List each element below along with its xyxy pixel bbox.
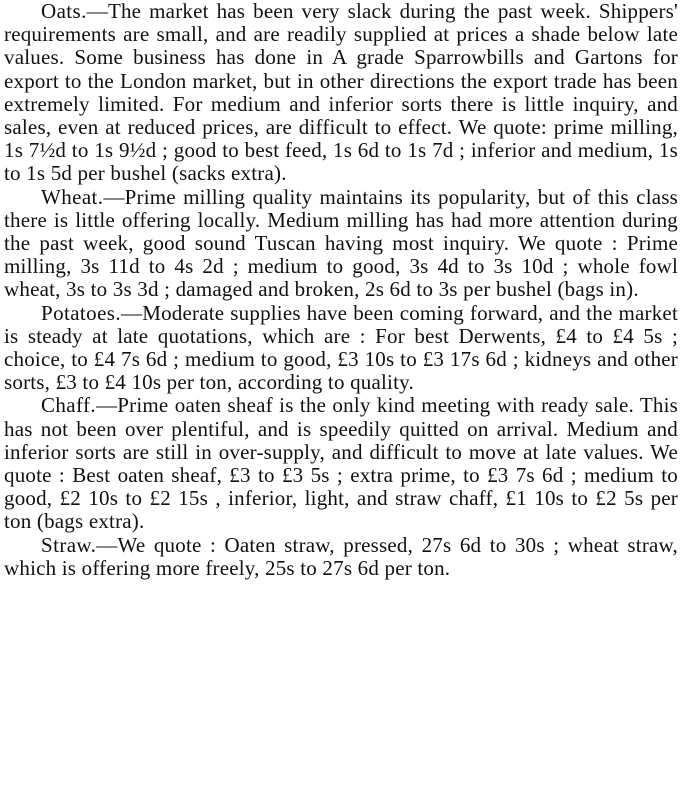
potatoes-heading: Potatoes. xyxy=(41,300,122,325)
potatoes-paragraph xyxy=(4,302,678,395)
chaff-heading: Chaff. xyxy=(41,393,97,418)
potatoes-text: —Moderate supplies have been coming forward, and the market is steady at late quotations, which are : For best Derwents, £4 to £4 5s ; choice, to £4 7s 6d ; medium to good, £3 10s to £3 17s 6d ; kidneys and other sorts, £3 to £4 10s per ton, according to quality. xyxy=(4,300,678,395)
oats-text: —The market has been very slack during the past week. Shippers' requirements are small, and are readily supplied at prices a shade below late values. Some business has done in A grade Sparrowbills and Gartons for export to the London market, but in other directions the export trade has been extremely limited. For medium and inferior sorts there is little inquiry, and sales, even at reduced prices, are difficult to effect. We quote: prime milling, 1s 7½d to 1s 9½d ; good to best feed, 1s 6d to 1s 7d ; inferior and medium, 1s to 1s 5d per bushel (sacks extra). xyxy=(4,0,678,186)
oats-heading: Oats. xyxy=(41,0,87,23)
straw-heading: Straw. xyxy=(41,532,97,557)
straw-paragraph xyxy=(4,534,678,580)
wheat-heading: Wheat. xyxy=(41,184,104,209)
oats-paragraph xyxy=(4,0,678,186)
wheat-text: —Prime milling quality maintains its popularity, but of this class there is little offering locally. Medium milling has had more attention during the past week, good sound Tuscan having most inquiry. We quote : Prime milling, 3s 11d to 4s 2d ; medium to good, 3s 4d to 3s 10d ; whole fowl wheat, 3s to 3s 3d ; damaged and broken, 2s 6d to 3s per bushel (bags in). xyxy=(4,184,678,302)
straw-text: —We quote : Oaten straw, pressed, 27s 6d to 30s ; wheat straw, which is offering more freely, 25s to 27s 6d per ton. xyxy=(4,532,678,580)
newspaper-column xyxy=(4,0,678,580)
wheat-paragraph xyxy=(4,186,678,302)
chaff-text: —Prime oaten sheaf is the only kind meeting with ready sale. This has not been over plentiful, and is speedily quitted on arrival. Medium and inferior sorts are still in over-supply, and difficult to move at late values. We quote : Best oaten sheaf, £3 to £3 5s ; extra prime, to £3 7s 6d ; medium to good, £2 10s to £2 15s , inferior, light, and straw chaff, £1 10s to £2 5s per ton (bags extra). xyxy=(4,393,678,534)
chaff-paragraph xyxy=(4,394,678,533)
